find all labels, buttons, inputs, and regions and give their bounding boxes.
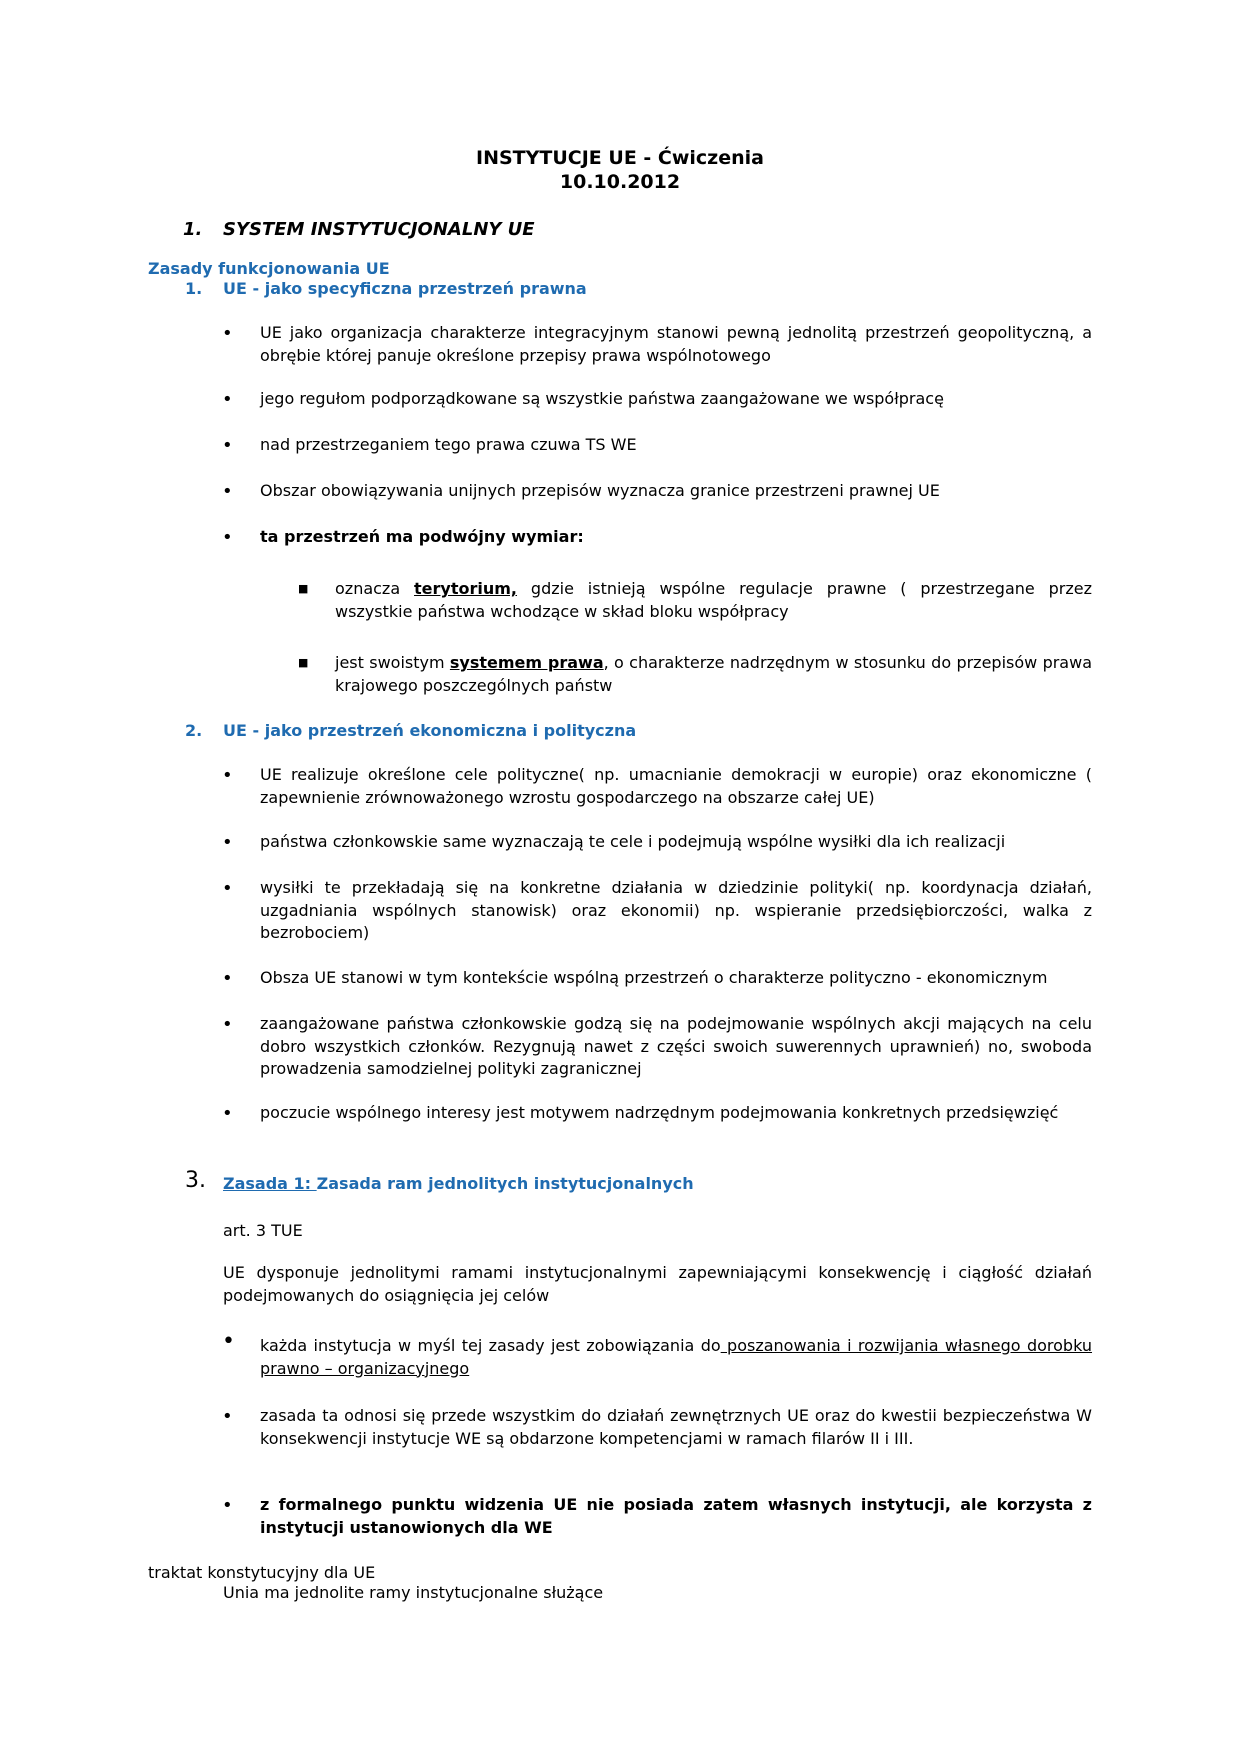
footer-line: Unia ma jednolite ramy instytucjonalne służące bbox=[223, 1583, 604, 1602]
list-item: Obsza UE stanowi w tym kontekście wspólną przestrzeń o charakterze polityczno - ekonomicznym bbox=[260, 968, 1048, 987]
list-item: jego regułom podporządkowane są wszystkie państwa zaangażowane we współpracę bbox=[260, 389, 944, 408]
list-item: państwa członkowskie same wyznaczają te cele i podejmują wspólne wysiłki dla ich realizacji bbox=[260, 832, 1006, 851]
list-item: poczucie wspólnego interesy jest motywem nadrzędnym podejmowania konkretnych przedsięwzięć bbox=[260, 1103, 1059, 1122]
bullet-icon: • bbox=[222, 878, 233, 899]
section-title: SYSTEM INSTYTUCJONALNY UE bbox=[223, 219, 535, 240]
subheading-2-title: UE - jako przestrzeń ekonomiczna i polityczna bbox=[223, 721, 637, 740]
bullet-icon: • bbox=[222, 1495, 233, 1516]
sub-list-item bbox=[335, 578, 1092, 623]
list-item: z formalnego punktu widzenia UE nie posiada zatem własnych instytucji, ale korzysta z instytucji ustanowionych dla WE bbox=[260, 1495, 1092, 1537]
term-territory: terytorium, bbox=[414, 579, 518, 598]
list-item: UE jako organizacja charakterze integracyjnym stanowi pewną jednolitą przestrzeń geopolityczną, a obrębie której panuje określone przepisy prawa wspólnotowego bbox=[260, 323, 1092, 365]
list-item-underlined: poszanowania i rozwijania własnego dorobku prawno – organizacyjnego bbox=[260, 1336, 1093, 1378]
bullet-icon: • bbox=[222, 968, 233, 989]
sub-list-item bbox=[335, 652, 1092, 697]
subheading-3-title bbox=[223, 1174, 694, 1194]
subheading-1-number: 1. bbox=[185, 279, 203, 298]
list-item: zasada ta odnosi się przede wszystkim do działań zewnętrznych UE oraz do kwestii bezpieczeństwa W konsekwencji instytucje WE są obdarzone kompetencjami w ramach filarów II i III. bbox=[260, 1406, 1092, 1448]
bullet-icon: • bbox=[222, 323, 233, 344]
bullet-icon: • bbox=[222, 1406, 233, 1427]
document-date: 10.10.2012 bbox=[559, 171, 681, 193]
bullet-icon: • bbox=[222, 527, 233, 548]
subsection-heading: Zasady funkcjonowania UE bbox=[148, 259, 390, 278]
section-number: 1. bbox=[183, 219, 203, 240]
list-item-text: każda instytucja w myśl tej zasady jest zobowiązania do bbox=[260, 1336, 721, 1355]
bullet-icon: • bbox=[222, 832, 233, 853]
sub-list-item-text: , o charakterze nadrzędnym w stosunku do przepisów prawa krajowego poszczególnych państw bbox=[335, 653, 1093, 695]
list-item: nad przestrzeganiem tego prawa czuwa TS WE bbox=[260, 435, 637, 454]
paragraph: UE dysponuje jednolitymi ramami instytucjonalnymi zapewniającymi konsekwencję i ciągłość działań podejmowanych do osiągnięcia jej celów bbox=[223, 1263, 1092, 1305]
sub-list-item-text: jest swoistym bbox=[335, 653, 450, 672]
document-title: INSTYTUCJE UE - Ćwiczenia bbox=[476, 147, 764, 169]
bullet-icon: • bbox=[222, 1329, 235, 1354]
list-item: ta przestrzeń ma podwójny wymiar: bbox=[260, 527, 584, 546]
subheading-2-number: 2. bbox=[185, 721, 203, 740]
bullet-icon: • bbox=[222, 765, 233, 786]
list-item: wysiłki te przekładają się na konkretne działania w dziedzinie polityki( np. koordynacja działań, uzgadniania wspólnych stanowisk) oraz ekonomii) np. wspieranie przedsiębiorczości, walka z bezrobociem) bbox=[260, 878, 1092, 942]
term-legal-system: systemem prawa bbox=[449, 653, 604, 672]
subheading-3-text: Zasada ram jednolitych instytucjonalnych bbox=[316, 1174, 694, 1193]
subheading-3-number: 3. bbox=[185, 1168, 206, 1193]
list-item: zaangażowane państwa członkowskie godzą się na podejmowanie wspólnych akcji mających na celu dobro wszystkich członków. Rezygnują nawet z części swoich suwerennych uprawnień) no, swoboda prowadzenia samodzielnej polityki zagranicznej bbox=[260, 1014, 1092, 1078]
footer-line: traktat konstytucyjny dla UE bbox=[148, 1563, 376, 1582]
sub-list-item-text: gdzie istnieją wspólne regulacje prawne ( przestrzegane przez wszystkie państwa wchodzące w skład bloku współpracy bbox=[335, 579, 1093, 621]
square-bullet-icon: ■ bbox=[298, 656, 309, 669]
sub-list-item-text: oznacza bbox=[335, 579, 415, 598]
section-heading bbox=[183, 218, 535, 242]
list-item: Obszar obowiązywania unijnych przepisów wyznacza granice przestrzeni prawnej UE bbox=[260, 481, 940, 500]
bullet-icon: • bbox=[222, 435, 233, 456]
list-item: UE realizuje określone cele polityczne( np. umacnianie demokracji w europie) oraz ekonomiczne ( zapewnienie zrównoważonego wzrostu gospodarczego na obszarze całej UE) bbox=[260, 765, 1092, 807]
subheading-1-title: UE - jako specyficzna przestrzeń prawna bbox=[223, 279, 587, 298]
bullet-icon: • bbox=[222, 389, 233, 410]
bullet-icon: • bbox=[222, 481, 233, 502]
bullet-icon: • bbox=[222, 1014, 233, 1035]
zasada-link[interactable]: Zasada 1: bbox=[223, 1174, 317, 1193]
square-bullet-icon: ■ bbox=[298, 582, 309, 595]
bullet-icon: • bbox=[222, 1103, 233, 1124]
article-reference: art. 3 TUE bbox=[223, 1221, 303, 1240]
list-item bbox=[260, 1335, 1092, 1380]
